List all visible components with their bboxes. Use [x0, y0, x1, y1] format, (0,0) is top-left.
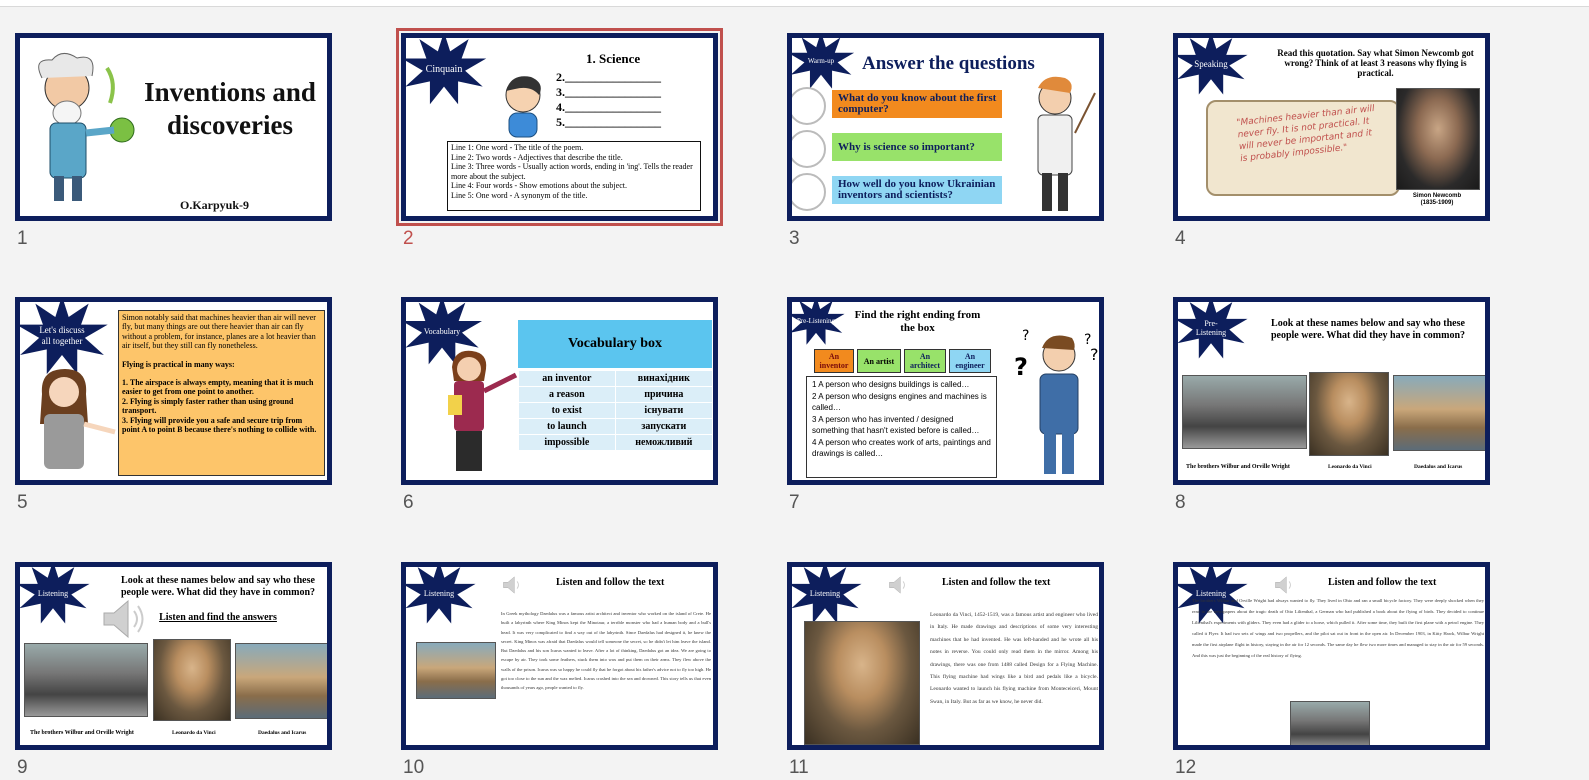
star-badge-icon [401, 33, 488, 106]
star-badge-icon [787, 297, 846, 346]
slide-author: O.Karpyuk-9 [180, 198, 250, 212]
photo-caption: The brothers Wilbur and Orville Wright [30, 730, 134, 736]
window-top-edge [0, 0, 1589, 7]
photo-caption: Daedalus and Icarus [258, 730, 307, 736]
story-text: In Greek mythology Daedalus was a famous artist architect and inventor who worked on the island of Crete. He built a labyrinth where King Minos kept the Minotaur, a terrible monster who had a human body and a bull's head. It was very complicated to find a way out of the labyrinth. Since Daedalus had designed it, he knew the secret. King Minos was afraid that Daedalus would tell someone the secret, so he didn't let him leave the island. But Daedalus and his son Icarus wanted to leave. After a lot of thinking, Daedalus got an idea. We are going to escape by air. They took some feathers, stuck them into wax and put them on their arms. They flew above the walls of the prison. Icarus was so happy he could fly that he forgot about his father's advice not to fly too high. He got too close to the sun and the wax melted. Icarus crashed into the sea and drowned. This story tells us that even thousands of years ago, people wanted to fly. [501, 611, 711, 691]
table-cell: to exist [519, 403, 616, 419]
slide-number: 11 [789, 757, 809, 778]
rule-line: Line 3: Three words - Usually action words, ending in 'ing'. Tells the reader more about the subject. [451, 162, 693, 181]
slide-heading: 1. Science [586, 51, 641, 66]
note-paragraph: Simon notably said that machines heavier than air will never fly, but many things are out there heavier than air can fly without a problem, for instance, planes are a lot heavier than air itself, but they still can fly nonetheless. [122, 313, 316, 351]
definition-list [806, 376, 997, 478]
slide-number: 10 [403, 757, 425, 778]
answer-chip: An architect [904, 349, 946, 373]
table-row [519, 435, 713, 451]
star-badge-icon [15, 562, 92, 625]
question-bullet [788, 87, 826, 125]
cinquain-rules-box [447, 141, 701, 211]
professor-illustration [1020, 73, 1100, 218]
table-row [519, 403, 713, 419]
slide-number: 5 [17, 492, 28, 513]
slide-number: 2 [403, 228, 414, 249]
confused-man-illustration [1014, 320, 1104, 485]
speaker-icon[interactable] [100, 597, 150, 641]
slide-thumbnail-3[interactable] [787, 33, 1104, 221]
answer-chip: An engineer [949, 349, 991, 373]
table-cell: винахідник [615, 371, 712, 387]
slide-badge: Pre-Listening [1195, 319, 1227, 337]
slide-thumbnail-9[interactable] [15, 562, 332, 750]
slide-number: 9 [17, 757, 28, 778]
table-cell: запускати [615, 419, 712, 435]
wright-brothers-photo [24, 643, 148, 717]
answer-chip: An artist [857, 349, 901, 373]
icarus-painting [235, 643, 332, 719]
rule-line: Line 4: Four words - Show emotions about the subject. [451, 181, 627, 190]
slide-number: 3 [789, 228, 800, 249]
speaker-icon[interactable] [887, 575, 911, 595]
slide-badge: Warm-up [807, 56, 835, 65]
rule-line: Line 2: Two words - Adjectives that describe the title. [451, 152, 623, 162]
star-badge-icon [1173, 33, 1250, 96]
photo-caption: Daedalus and Icarus [1414, 464, 1463, 470]
question-bullet [788, 130, 826, 168]
slide-thumbnail-11[interactable] [787, 562, 1104, 750]
table-cell: to launch [519, 419, 616, 435]
thinking-boy-illustration [501, 73, 545, 139]
slide-number: 1 [17, 228, 28, 249]
slide-badge: Listening [1195, 588, 1227, 598]
presenter-woman-illustration [434, 347, 524, 477]
photo-caption: Leonardo da Vinci [1328, 464, 1372, 470]
photo-caption: The brothers Wilbur and Orville Wright [1186, 464, 1290, 470]
answer-chip: An inventor [814, 349, 854, 373]
blank-line: 4.________________ [556, 100, 661, 114]
table-cell: неможливий [615, 435, 712, 451]
person-years: (1835-1909) [1420, 200, 1454, 206]
scientist-illustration [22, 48, 142, 213]
slide-thumbnail-7[interactable] [787, 297, 1104, 485]
slide-badge: Listening [423, 588, 455, 598]
star-badge-icon [787, 33, 856, 90]
note-point: 1. The airspace is always empty, meaning that it is much easier to get from one point to another. [122, 378, 314, 397]
star-badge-icon [1173, 297, 1250, 360]
table-cell: impossible [519, 435, 616, 451]
table-cell: причина [615, 387, 712, 403]
story-text: The brothers Wilbur and Orville Wright had always wanted to fly. They lived in Ohio and ran a small bicycle factory. They were deeply shocked when they read in the newspapers about the tragic death of Otto Lilienthal, a German who had published a book about the flying of birds. They decided to continue Lilienthal's experiments with gliders. They even had a glider to a horse, which pulled it. After some time, they built the first plane with a petrol engine. They called it Flyer. It had two sets of wings and two propellers, and the pilot sat out in front in the open air. In December 1903, in Kitty Hawk, Wilbur Wright made the first airplane flight in history, staying in the air for 12 seconds. The same day he flew two more times and managed to stay in the air for 59 seconds. And this was just the beginning of the real history of flying. [1192, 598, 1484, 658]
slide-heading: Listen and follow the text [556, 577, 665, 588]
slide-heading: Listen and follow the text [1328, 577, 1437, 588]
slide-thumbnail-1[interactable] [15, 33, 332, 221]
slide-badge: Pre-Listening [796, 317, 836, 325]
slide-thumbnail-6[interactable] [401, 297, 718, 485]
speaker-icon[interactable] [1273, 575, 1297, 595]
star-badge-icon [787, 562, 864, 625]
slide-badge: Cinquain [425, 63, 463, 75]
speaker-icon[interactable] [501, 575, 525, 595]
table-row [519, 371, 713, 387]
slide-heading: Look at these names below and say who these people were. What did they have in common? [120, 575, 316, 598]
leonardo-portrait [804, 621, 920, 745]
table-cell: a reason [519, 387, 616, 403]
slide-thumbnail-12[interactable] [1173, 562, 1490, 750]
rule-line: Line 1: One word - The title of the poem. [451, 143, 584, 152]
list-item: 4 A person who creates work of arts, paintings and drawings is called… [812, 437, 991, 458]
slide-heading: Listen and follow the text [942, 577, 1051, 588]
slide-badge: Let's discuss all together [39, 325, 85, 346]
slide-heading: Look at these names below and say who these people were. What did they have in common? [1270, 318, 1466, 341]
slide-thumbnail-2[interactable] [401, 33, 718, 221]
slide-subheading: Listen and find the answers [159, 612, 277, 623]
table-cell: an inventor [519, 371, 616, 387]
slide-badge: Speaking [1194, 58, 1228, 69]
list-item: 3 A person who has invented / designed something that hasn't existed before is called… [812, 414, 980, 435]
svg-text:?: ? [1084, 332, 1092, 348]
slide-badge: Listening [37, 588, 69, 598]
slide-thumbnail-10[interactable] [401, 562, 718, 750]
discussion-notes [118, 310, 325, 476]
quotation-text: "Machines heavier than air will never fly. It is not practical. It will never be important and it is probably impossible." [1235, 103, 1376, 165]
leonardo-portrait [153, 639, 231, 721]
slide-thumbnail-5[interactable] [15, 297, 332, 485]
portrait-caption [1396, 193, 1478, 207]
slide-number: 4 [1175, 228, 1186, 249]
list-item: 2 A person who designs engines and machines is called… [812, 391, 987, 412]
question-bar: What do you know about the first computer? [832, 90, 1002, 118]
wright-brothers-photo [1182, 375, 1307, 449]
table-row [519, 419, 713, 435]
slide-number: 6 [403, 492, 414, 513]
question-bullet [788, 173, 826, 211]
slide-number: 12 [1175, 757, 1197, 778]
list-item: 1 A person who designs buildings is called… [812, 380, 970, 389]
slide-heading: Find the right ending from the box [854, 309, 981, 334]
svg-text:?: ? [1022, 328, 1030, 344]
icarus-painting [416, 642, 496, 699]
blank-line: 5.________________ [556, 115, 661, 129]
photo-caption: Leonardo da Vinci [172, 730, 216, 736]
blank-line: 3.________________ [556, 85, 661, 99]
leonardo-portrait [1309, 372, 1389, 456]
svg-text:?: ? [1090, 345, 1099, 364]
slide-thumbnail-4[interactable] [1173, 33, 1490, 221]
table-row [519, 387, 713, 403]
slide-thumbnail-8[interactable] [1173, 297, 1490, 485]
question-bar: How well do you know Ukrainian inventors and scientists? [832, 176, 1002, 204]
wright-brothers-photo [1290, 701, 1370, 749]
icarus-painting [1393, 375, 1490, 451]
vocabulary-table [518, 370, 713, 451]
story-text: Leonardo da Vinci, 1452-1519, was a famous artist and engineer who lived in Italy. He made drawings and descriptions of some very interesting machines that he had invented. He was left-handed and he wrote all his notes in reverse. You could only read them in the mirror. Among his drawings, there was one from 1488 called Design for a Flying Machine. This flying machine had wings like a bird and pedals like a bicycle. Leonardo wanted to launch his flying machine from Monteceiceri, Mount Swan, in Italy. But as far as we know, he never did. [930, 612, 1098, 705]
person-name: Simon Newcomb [1412, 193, 1462, 199]
note-heading: Flying is practical in many ways: [122, 359, 235, 369]
note-point: 2. Flying is simply faster rather than using ground transport. [122, 396, 294, 416]
slide-heading: Read this quotation. Say what Simon Newcomb got wrong? Think of at least 3 reasons why flying is practical. [1277, 48, 1474, 78]
table-cell: існувати [615, 403, 712, 419]
vocabulary-header: Vocabulary box [518, 320, 712, 368]
question-bar: Why is science so important? [832, 133, 1002, 161]
teacher-illustration [30, 364, 120, 479]
star-badge-icon [401, 562, 478, 625]
slide-heading: Answer the questions [862, 53, 1035, 74]
slide-badge: Vocabulary [423, 326, 461, 336]
blank-line: 2.________________ [556, 70, 661, 84]
svg-text:?: ? [1014, 353, 1028, 381]
slide-badge: Listening [809, 588, 841, 598]
slide-number: 8 [1175, 492, 1186, 513]
slide-title: Inventions and discoveries [144, 77, 316, 140]
newcomb-portrait [1396, 88, 1480, 190]
rule-line: Line 5: One word - A synonym of the title. [451, 190, 588, 200]
note-point: 3. Flying will provide you a safe and secure trip from point A to point B because there's nothing to collide with. [122, 415, 317, 435]
slide-number: 7 [789, 492, 800, 513]
